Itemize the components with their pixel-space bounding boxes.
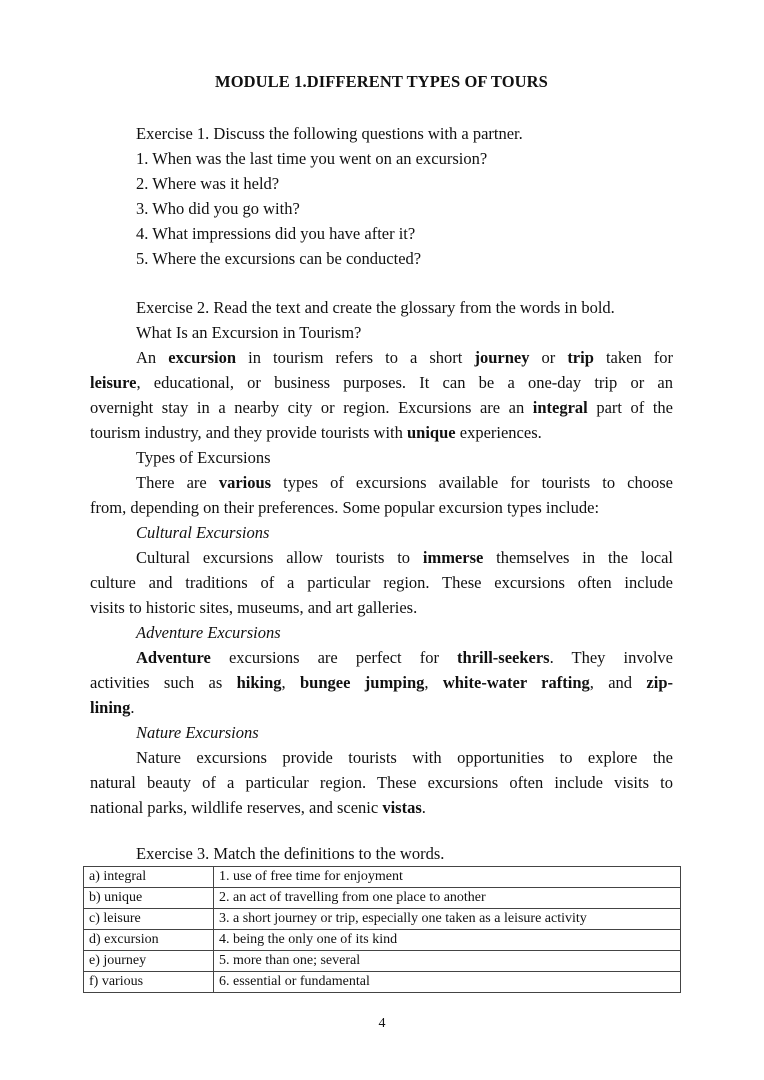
glossary-term: hiking <box>236 673 282 692</box>
glossary-term: Adventure <box>136 648 211 667</box>
glossary-term: journey <box>474 348 530 367</box>
definition-cell: 6. essential or fundamental <box>214 972 681 993</box>
table-row <box>84 930 681 951</box>
glossary-term: lining <box>90 698 131 717</box>
glossary-term: various <box>218 473 272 492</box>
page-number: 4 <box>378 1016 386 1031</box>
paragraph-line: Nature excursions provide tourists with opportunities to explore the <box>136 748 673 767</box>
table-row <box>84 972 681 993</box>
glossary-term: thrill-seekers <box>457 648 550 667</box>
paragraph-line: There are various types of excursions available for tourists to choose <box>136 473 673 492</box>
word-cell: b) unique <box>84 888 214 909</box>
paragraph-line: leisure, educational, or business purposes. It can be a one-day trip or an <box>90 373 673 392</box>
cultural-heading: Cultural Excursions <box>136 523 270 542</box>
table-row <box>84 867 681 888</box>
word-cell: d) excursion <box>84 930 214 951</box>
question-item: 5. Where the excursions can be conducted? <box>136 249 422 268</box>
word-cell: e) journey <box>84 951 214 972</box>
module-title: MODULE 1.DIFFERENT TYPES OF TOURS <box>215 72 548 91</box>
word-cell: c) leisure <box>84 909 214 930</box>
glossary-term: integral <box>532 398 588 417</box>
glossary-term: zip- <box>646 673 673 692</box>
table-row <box>84 909 681 930</box>
paragraph-line: Cultural excursions allow tourists to immerse themselves in the local <box>136 548 673 567</box>
paragraph-line: Adventure excursions are perfect for thrill-seekers. They involve <box>136 648 673 667</box>
glossary-term: leisure <box>90 373 137 392</box>
definition-cell: 2. an act of travelling from one place to another <box>214 888 681 909</box>
text-title: What Is an Excursion in Tourism? <box>136 323 362 342</box>
paragraph-line: from, depending on their preferences. Some popular excursion types include: <box>90 498 600 517</box>
exercise-2-heading: Exercise 2. Read the text and create the glossary from the words in bold. <box>136 298 615 317</box>
types-heading: Types of Excursions <box>136 448 271 467</box>
definition-cell: 3. a short journey or trip, especially one taken as a leisure activity <box>214 909 681 930</box>
glossary-term: trip <box>567 348 594 367</box>
glossary-term: white-water rafting <box>442 673 590 692</box>
glossary-term: immerse <box>422 548 484 567</box>
paragraph-line: overnight stay in a nearby city or region. Excursions are an integral part of the <box>90 398 673 417</box>
table-row <box>84 888 681 909</box>
definition-cell: 4. being the only one of its kind <box>214 930 681 951</box>
word-cell: a) integral <box>84 867 214 888</box>
paragraph-line: visits to historic sites, museums, and art galleries. <box>90 598 418 617</box>
glossary-term: excursion <box>168 348 237 367</box>
paragraph-line: natural beauty of a particular region. These excursions often include visits to <box>90 773 673 792</box>
paragraph-line: activities such as hiking, bungee jumping, white-water rafting, and zip- <box>90 673 673 692</box>
paragraph-line: national parks, wildlife reserves, and scenic vistas. <box>90 798 426 817</box>
glossary-term: unique <box>407 423 456 442</box>
glossary-term: vistas <box>382 798 422 817</box>
definition-cell: 1. use of free time for enjoyment <box>214 867 681 888</box>
glossary-term: bungee jumping <box>300 673 425 692</box>
word-cell: f) various <box>84 972 214 993</box>
exercise-3-heading: Exercise 3. Match the definitions to the words. <box>136 844 445 863</box>
table-row <box>84 951 681 972</box>
question-item: 4. What impressions did you have after it? <box>136 224 416 243</box>
nature-heading: Nature Excursions <box>136 723 259 742</box>
question-item: 1. When was the last time you went on an excursion? <box>136 149 488 168</box>
paragraph-line: tourism industry, and they provide tourists with unique experiences. <box>90 423 542 442</box>
definition-cell: 5. more than one; several <box>214 951 681 972</box>
adventure-heading: Adventure Excursions <box>136 623 281 642</box>
paragraph-line: An excursion in tourism refers to a short journey or trip taken for <box>136 348 673 367</box>
exercise-1-heading: Exercise 1. Discuss the following questions with a partner. <box>136 124 523 143</box>
paragraph-line: culture and traditions of a particular region. These excursions often include <box>90 573 673 592</box>
matching-table <box>83 866 681 993</box>
question-item: 2. Where was it held? <box>136 174 280 193</box>
paragraph-line: lining. <box>90 698 135 717</box>
question-item: 3. Who did you go with? <box>136 199 300 218</box>
